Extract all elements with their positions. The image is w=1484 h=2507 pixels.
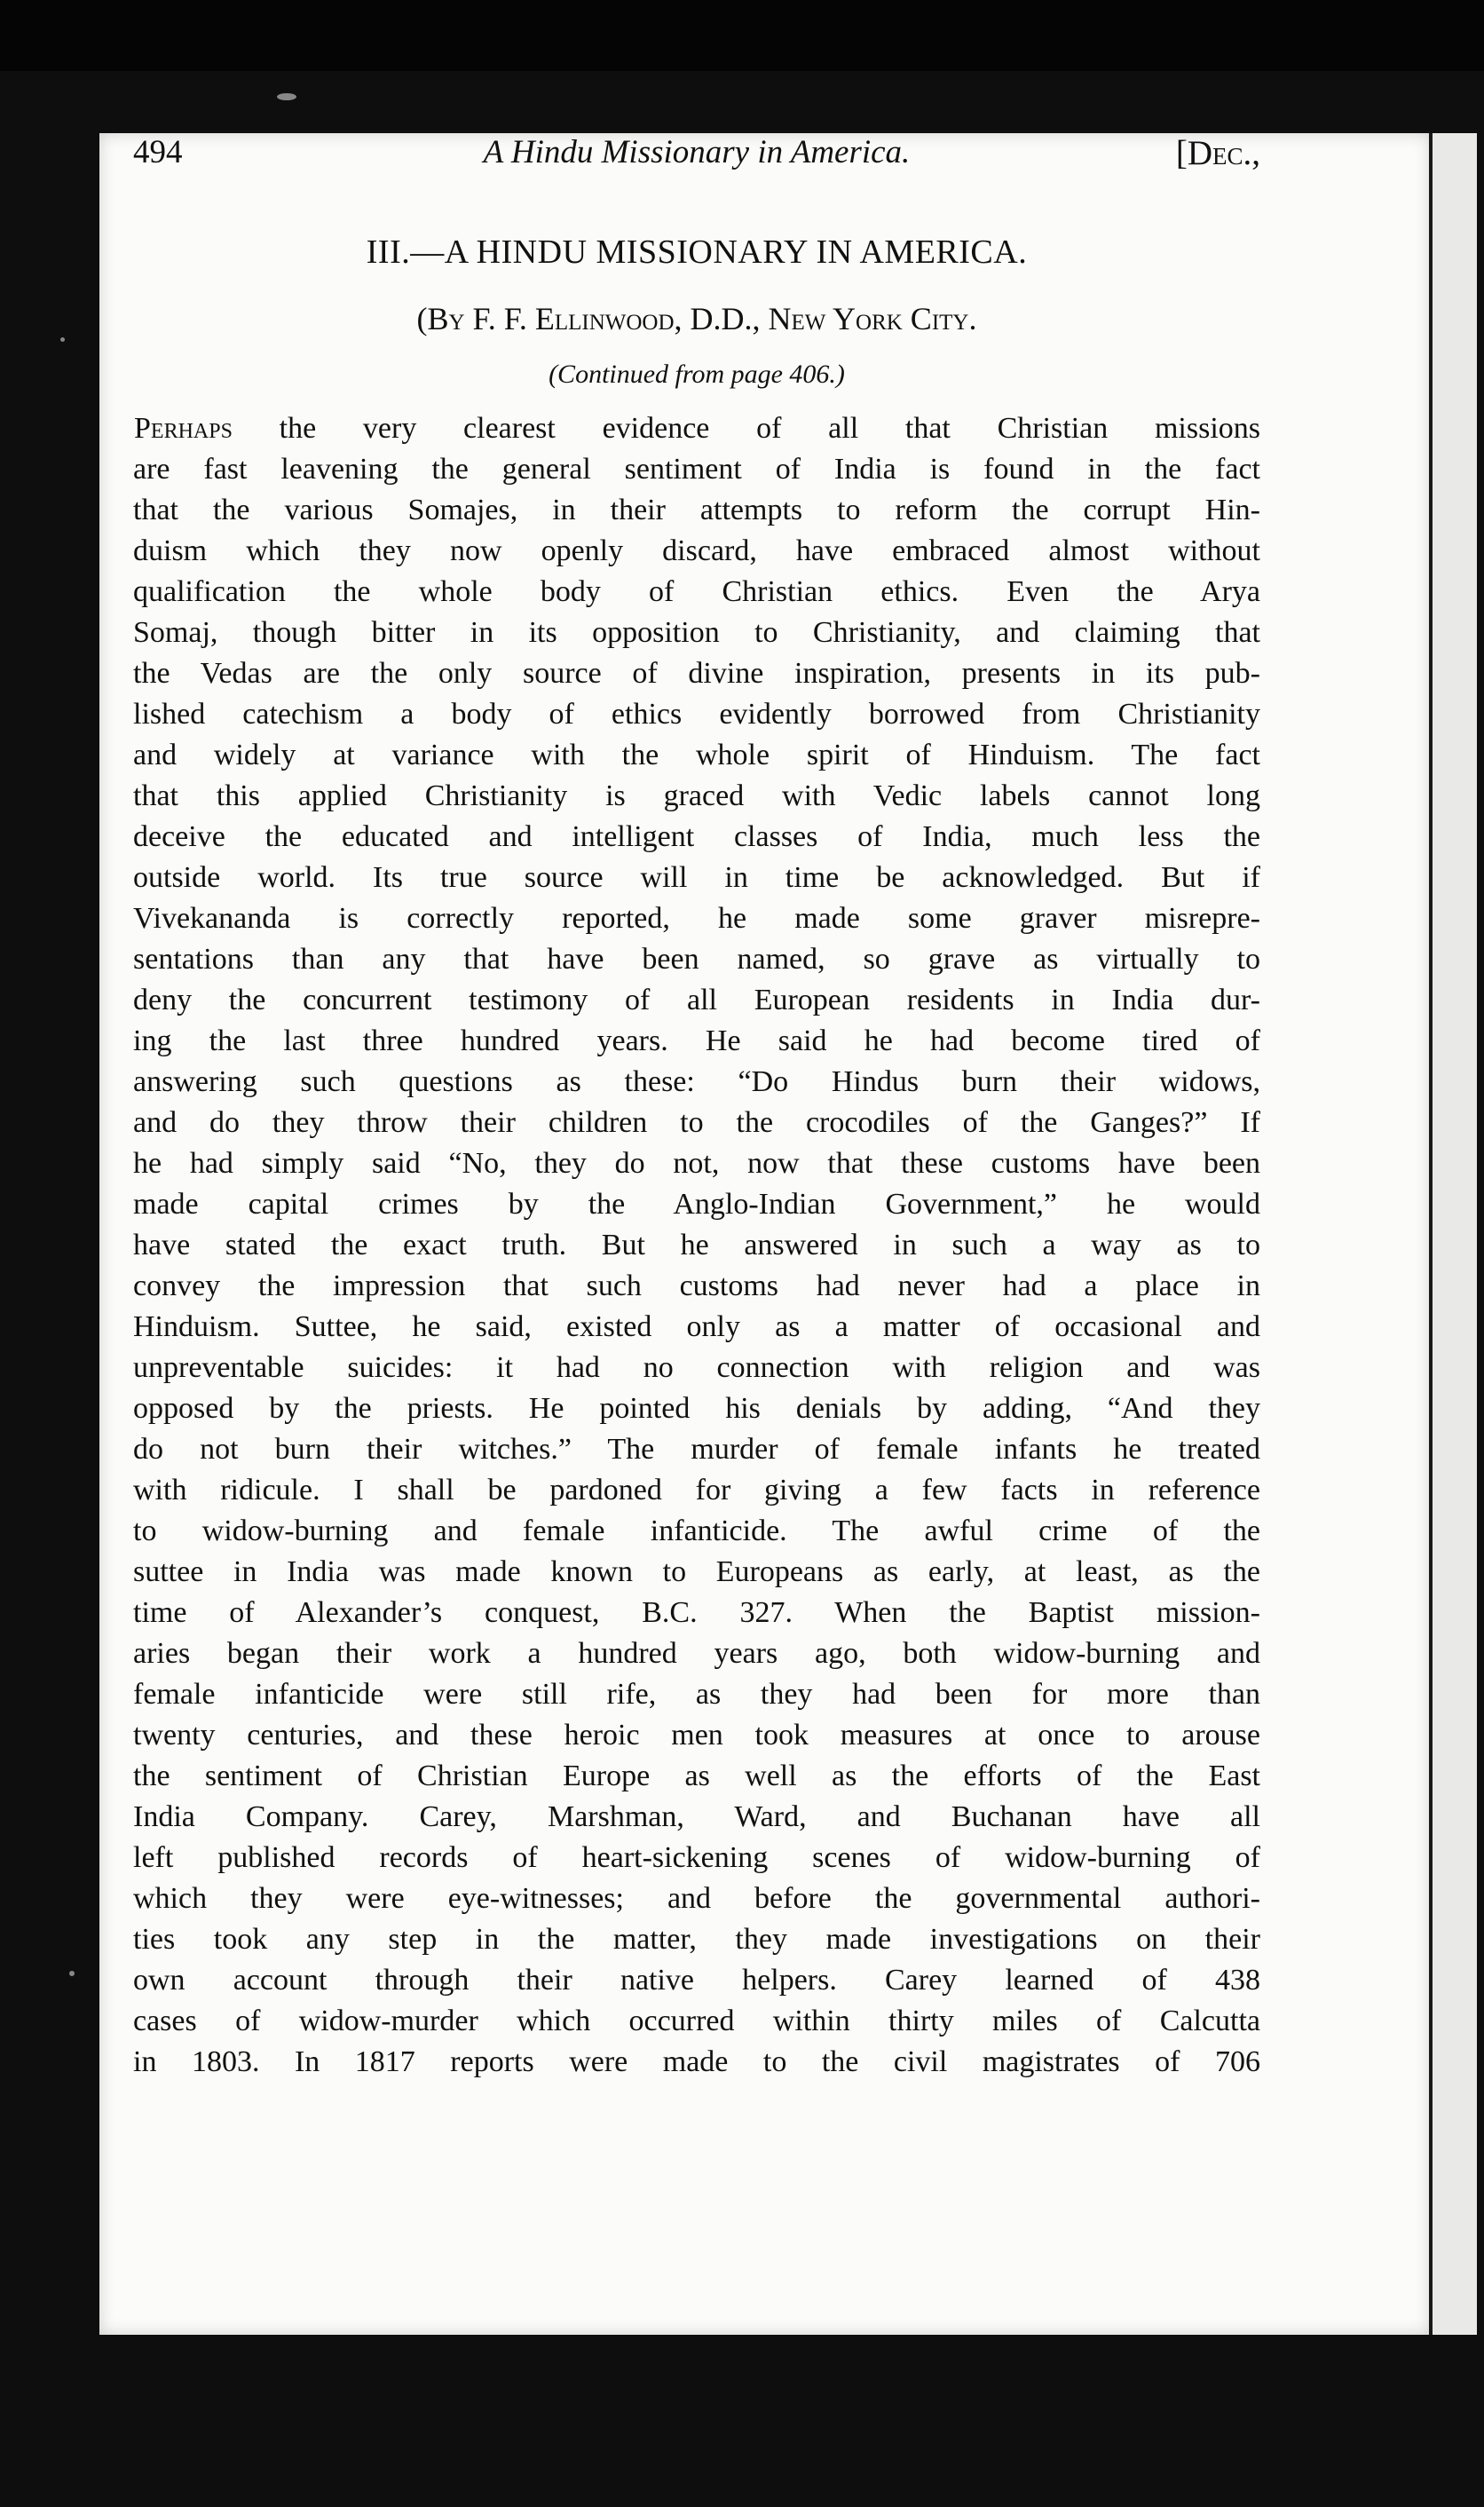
body-line: duism which they now openly discard, have embraced almost without — [133, 534, 1260, 567]
body-line: cases of widow-murder which occurred within thirty miles of Calcutta — [133, 2005, 1260, 2037]
body-line: Vivekananda is correctly reported, he made some graver misrepre- — [133, 902, 1260, 935]
line-text: the very clearest evidence of all that Christian missions — [232, 412, 1260, 445]
body-line: ing the last three hundred years. He said he had become tired of — [133, 1024, 1260, 1057]
article-byline: (By F. F. Ellinwood, D.D., New York City. — [416, 301, 977, 336]
body-line — [133, 408, 1260, 449]
body-line: outside world. Its true source will in time be acknowledged. But if — [133, 861, 1260, 894]
body-line: time of Alexander’s conquest, B.C. 327. When the Baptist mission- — [133, 1596, 1260, 1629]
body-line: deny the concurrent testimony of all European residents in India dur- — [133, 984, 1260, 1016]
body-line: India Company. Carey, Marshman, Ward, and Buchanan have all — [133, 1800, 1260, 1833]
body-line: the Vedas are the only source of divine inspiration, presents in its pub- — [133, 657, 1260, 690]
body-line: are fast leavening the general sentiment of India is found in the fact — [133, 453, 1260, 486]
body-line: aries began their work a hundred years ago, both widow-burning and — [133, 1637, 1260, 1670]
scan-speck — [60, 337, 65, 342]
page-number: 494 — [133, 134, 183, 170]
body-line: which they were eye-witnesses; and before the governmental authori- — [133, 1882, 1260, 1915]
body-line: answering such questions as these: “Do Hindus burn their widows, — [133, 1065, 1260, 1098]
body-line: and do they throw their children to the crocodiles of the Ganges?” If — [133, 1106, 1260, 1139]
body-line: deceive the educated and intelligent classes of India, much less the — [133, 820, 1260, 853]
body-line: have stated the exact truth. But he answered in such a way as to — [133, 1229, 1260, 1261]
body-line: the sentiment of Christian Europe as well as the efforts of the East — [133, 1760, 1260, 1792]
issue-month: [Dec., — [1175, 134, 1260, 172]
body-line: that the various Somajes, in their attempts to reform the corrupt Hin- — [133, 494, 1260, 526]
body-line: in 1803. In 1817 reports were made to the civil magistrates of 706 — [133, 2045, 1260, 2078]
body-line: do not burn their witches.” The murder of female infants he treated — [133, 1433, 1260, 1466]
body-line: sentations than any that have been named, so grave as virtually to — [133, 943, 1260, 976]
body-line: suttee in India was made known to Europeans as early, at least, as the — [133, 1555, 1260, 1588]
body-line: Hinduism. Suttee, he said, existed only as a matter of occasional and — [133, 1310, 1260, 1343]
scan-speck — [277, 93, 296, 100]
scan-speck — [69, 1971, 75, 1976]
body-line: that this applied Christianity is graced with Vedic labels cannot long — [133, 779, 1260, 812]
body-line: unpreventable suicides: it had no connection with religion and was — [133, 1351, 1260, 1384]
article-body — [133, 408, 1260, 2083]
body-line: convey the impression that such customs had never had a place in — [133, 1269, 1260, 1302]
body-line: made capital crimes by the Anglo-Indian Government,” he would — [133, 1188, 1260, 1221]
body-line: female infanticide were still rife, as they had been for more than — [133, 1678, 1260, 1711]
body-line: left published records of heart-sickening scenes of widow-burning of — [133, 1841, 1260, 1874]
body-line: ties took any step in the matter, they made investigations on their — [133, 1923, 1260, 1956]
running-header — [133, 133, 1260, 186]
running-title: A Hindu Missionary in America. — [483, 134, 911, 170]
body-line: with ridicule. I shall be pardoned for giving a few facts in reference — [133, 1474, 1260, 1507]
body-line: twenty centuries, and these heroic men took measures at once to arouse — [133, 1719, 1260, 1752]
body-line: opposed by the priests. He pointed his denials by adding, “And they — [133, 1392, 1260, 1425]
body-line: qualification the whole body of Christian ethics. Even the Arya — [133, 575, 1260, 608]
body-line: Somaj, though bitter in its opposition to Christianity, and claiming that — [133, 616, 1260, 649]
article-title: III.—A HINDU MISSIONARY IN AMERICA. — [366, 233, 1028, 271]
facing-page-edge — [1429, 133, 1477, 2335]
body-line: lished catechism a body of ethics evidently borrowed from Christianity — [133, 698, 1260, 731]
first-word: Perhaps — [134, 412, 233, 445]
body-line: own account through their native helpers. Carey learned of 438 — [133, 1964, 1260, 1997]
continued-note: (Continued from page 406.) — [549, 360, 845, 389]
body-line: he had simply said “No, they do not, now that these customs have been — [133, 1147, 1260, 1180]
body-line: and widely at variance with the whole spirit of Hinduism. The fact — [133, 739, 1260, 771]
body-line: to widow-burning and female infanticide. The awful crime of the — [133, 1514, 1260, 1547]
scan-top-band — [0, 0, 1484, 71]
